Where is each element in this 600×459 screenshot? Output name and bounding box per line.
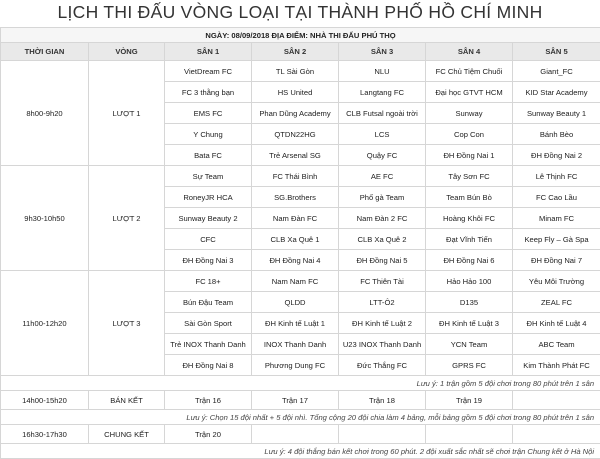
team-cell: FC Thái Bình bbox=[252, 166, 339, 187]
team-cell: ĐH Kinh tế Luật 3 bbox=[426, 313, 513, 334]
team-cell: CLB Xa Quê 2 bbox=[339, 229, 426, 250]
final-row bbox=[1, 425, 600, 444]
team-cell: Đại học GTVT HCM bbox=[426, 82, 513, 103]
time-slot: 16h30-17h30 bbox=[1, 425, 89, 444]
team-cell: Sunway Beauty 1 bbox=[513, 103, 600, 124]
team-cell: Y Chung bbox=[165, 124, 252, 145]
team-cell: ĐH Kinh tế Luật 2 bbox=[339, 313, 426, 334]
table-row bbox=[1, 61, 600, 82]
round-label: BÁN KẾT bbox=[89, 391, 165, 410]
page-title: LỊCH THI ĐẤU VÒNG LOẠI TẠI THÀNH PHỐ HỒ CHÍ MINH bbox=[0, 0, 600, 27]
team-cell: Nam Nam FC bbox=[252, 271, 339, 292]
team-cell: Giant_FC bbox=[513, 61, 600, 82]
team-cell: Nam Đàn 2 FC bbox=[339, 208, 426, 229]
team-cell: Bata FC bbox=[165, 145, 252, 166]
team-cell: HS United bbox=[252, 82, 339, 103]
team-cell: CFC bbox=[165, 229, 252, 250]
match-cell: Trận 20 bbox=[165, 425, 252, 444]
team-cell: Cop Con bbox=[426, 124, 513, 145]
team-cell: ZEAL FC bbox=[513, 292, 600, 313]
team-cell: GPRS FC bbox=[426, 355, 513, 376]
team-cell: Phương Dung FC bbox=[252, 355, 339, 376]
team-cell: Phan Dũng Academy bbox=[252, 103, 339, 124]
team-cell: CLB Futsal ngoài trời bbox=[339, 103, 426, 124]
team-cell: KID Star Academy bbox=[513, 82, 600, 103]
team-cell: FC Thiên Tài bbox=[339, 271, 426, 292]
team-cell: EMS FC bbox=[165, 103, 252, 124]
team-cell: Trẻ INOX Thanh Danh bbox=[165, 334, 252, 355]
header-time: THỜI GIAN bbox=[1, 43, 89, 61]
team-cell: Sunway Beauty 2 bbox=[165, 208, 252, 229]
team-cell: Trẻ Arsenal SG bbox=[252, 145, 339, 166]
team-cell: Hảo Hảo 100 bbox=[426, 271, 513, 292]
note-row bbox=[1, 376, 600, 391]
header-round: VÒNG bbox=[89, 43, 165, 61]
header-court-3: SÂN 3 bbox=[339, 43, 426, 61]
team-cell: FC 18+ bbox=[165, 271, 252, 292]
header-court-4: SÂN 4 bbox=[426, 43, 513, 61]
team-cell: AE FC bbox=[339, 166, 426, 187]
match-cell bbox=[252, 425, 339, 444]
team-cell: LTT-Ô2 bbox=[339, 292, 426, 313]
team-cell: RoneyJR HCA bbox=[165, 187, 252, 208]
table-row bbox=[1, 166, 600, 187]
match-cell bbox=[339, 425, 426, 444]
team-cell: Bún Đậu Team bbox=[165, 292, 252, 313]
time-slot: 14h00-15h20 bbox=[1, 391, 89, 410]
team-cell: Đức Thắng FC bbox=[339, 355, 426, 376]
match-cell: Trận 17 bbox=[252, 391, 339, 410]
match-cell: Trận 19 bbox=[426, 391, 513, 410]
note-text: Lưu ý: 4 đội thắng bán kết chơi trong 60 phút. 2 đội xuất sắc nhất sẽ chơi trận Chung kết ở Hà Nội bbox=[1, 444, 600, 459]
round-label: LƯỢT 1 bbox=[89, 61, 165, 166]
team-cell: Nam Đàn FC bbox=[252, 208, 339, 229]
team-cell: TL Sài Gòn bbox=[252, 61, 339, 82]
team-cell: QLDD bbox=[252, 292, 339, 313]
note-row bbox=[1, 444, 600, 459]
team-cell: Tây Sơn FC bbox=[426, 166, 513, 187]
header-row bbox=[1, 43, 600, 61]
team-cell: ABC Team bbox=[513, 334, 600, 355]
schedule-table bbox=[0, 27, 600, 459]
round-label: CHUNG KẾT bbox=[89, 425, 165, 444]
match-cell: Trận 16 bbox=[165, 391, 252, 410]
note-text: Lưu ý: Chọn 15 đội nhất + 5 đội nhì. Tổng cộng 20 đội chia làm 4 bảng, mỗi bảng gồm 5 đội chơi trong 80 phút trên 1 sân bbox=[1, 410, 600, 425]
team-cell: Minam FC bbox=[513, 208, 600, 229]
team-cell: Keep Fly – Gà Spa bbox=[513, 229, 600, 250]
date-location: NGÀY: 08/09/2018 ĐỊA ĐIỂM: NHÀ THI ĐẤU PHÚ THỌ bbox=[1, 28, 600, 43]
team-cell: FC Chủ Tiệm Chuối bbox=[426, 61, 513, 82]
team-cell: ĐH Đồng Nai 6 bbox=[426, 250, 513, 271]
match-cell bbox=[513, 391, 600, 410]
team-cell: QTDN22HG bbox=[252, 124, 339, 145]
team-cell: Lê Thịnh FC bbox=[513, 166, 600, 187]
team-cell: Hoàng Khôi FC bbox=[426, 208, 513, 229]
team-cell: ĐH Đồng Nai 7 bbox=[513, 250, 600, 271]
team-cell: ĐH Đồng Nai 5 bbox=[339, 250, 426, 271]
semifinal-row bbox=[1, 391, 600, 410]
header-court-5: SÂN 5 bbox=[513, 43, 600, 61]
team-cell: CLB Xa Quê 1 bbox=[252, 229, 339, 250]
team-cell: ĐH Đồng Nai 4 bbox=[252, 250, 339, 271]
date-location-row bbox=[1, 28, 600, 43]
team-cell: NLU bbox=[339, 61, 426, 82]
team-cell: Sự Team bbox=[165, 166, 252, 187]
team-cell: Phố gà Team bbox=[339, 187, 426, 208]
team-cell: Langtang FC bbox=[339, 82, 426, 103]
team-cell: ĐH Kinh tế Luật 1 bbox=[252, 313, 339, 334]
team-cell: Quậy FC bbox=[339, 145, 426, 166]
team-cell: Kim Thành Phát FC bbox=[513, 355, 600, 376]
note-row bbox=[1, 410, 600, 425]
match-cell bbox=[513, 425, 600, 444]
team-cell: FC Cao Lầu bbox=[513, 187, 600, 208]
team-cell: U23 INOX Thanh Danh bbox=[339, 334, 426, 355]
team-cell: ĐH Đồng Nai 8 bbox=[165, 355, 252, 376]
team-cell: ĐH Kinh tế Luật 4 bbox=[513, 313, 600, 334]
team-cell: Bánh Bèo bbox=[513, 124, 600, 145]
match-cell bbox=[426, 425, 513, 444]
team-cell: Team Bún Bò bbox=[426, 187, 513, 208]
team-cell: YCN Team bbox=[426, 334, 513, 355]
team-cell: LCS bbox=[339, 124, 426, 145]
team-cell: Sài Gòn Sport bbox=[165, 313, 252, 334]
time-slot: 8h00-9h20 bbox=[1, 61, 89, 166]
team-cell: Yêu Môi Trường bbox=[513, 271, 600, 292]
team-cell: D135 bbox=[426, 292, 513, 313]
team-cell: Đạt Vĩnh Tiến bbox=[426, 229, 513, 250]
team-cell: ĐH Đồng Nai 3 bbox=[165, 250, 252, 271]
match-cell: Trận 18 bbox=[339, 391, 426, 410]
team-cell: ĐH Đồng Nai 1 bbox=[426, 145, 513, 166]
note-text: Lưu ý: 1 trận gồm 5 đội chơi trong 80 phút trên 1 sân bbox=[1, 376, 600, 391]
header-court-1: SÂN 1 bbox=[165, 43, 252, 61]
team-cell: FC 3 thằng bạn bbox=[165, 82, 252, 103]
header-court-2: SÂN 2 bbox=[252, 43, 339, 61]
round-label: LƯỢT 2 bbox=[89, 166, 165, 271]
team-cell: VietDream FC bbox=[165, 61, 252, 82]
time-slot: 11h00-12h20 bbox=[1, 271, 89, 376]
team-cell: Sunway bbox=[426, 103, 513, 124]
team-cell: SG.Brothers bbox=[252, 187, 339, 208]
team-cell: ĐH Đồng Nai 2 bbox=[513, 145, 600, 166]
table-row bbox=[1, 271, 600, 292]
team-cell: INOX Thanh Danh bbox=[252, 334, 339, 355]
time-slot: 9h30-10h50 bbox=[1, 166, 89, 271]
round-label: LƯỢT 3 bbox=[89, 271, 165, 376]
